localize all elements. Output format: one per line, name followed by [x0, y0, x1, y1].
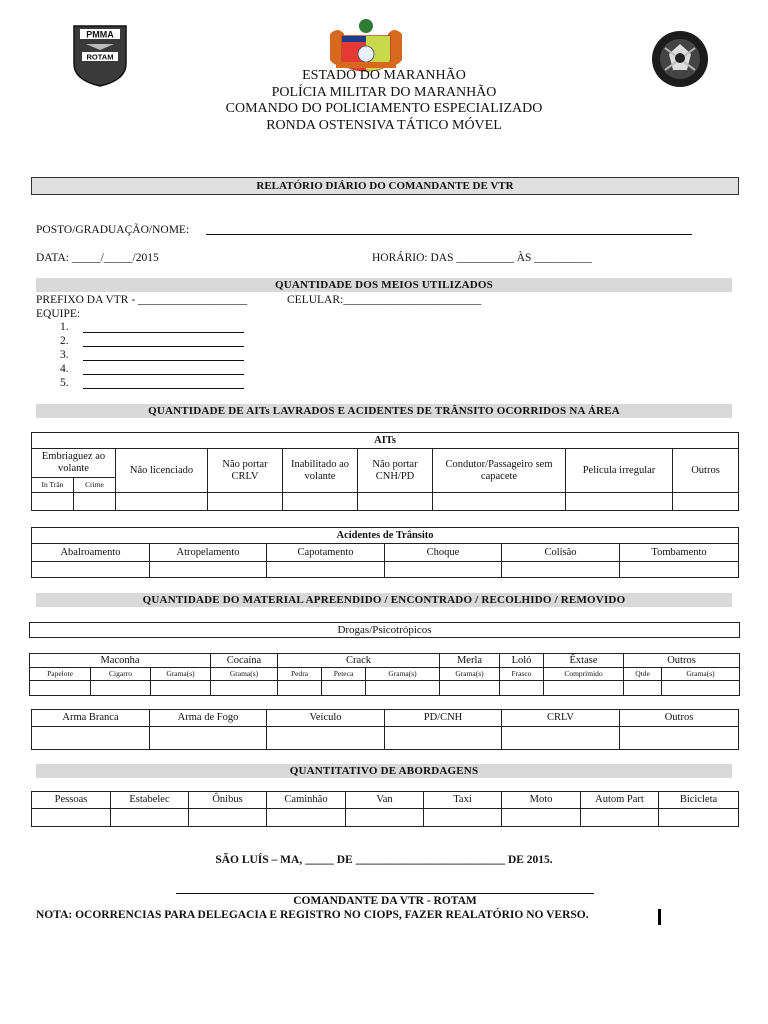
- drogas-cell[interactable]: [278, 681, 322, 696]
- drogas-cell[interactable]: [30, 681, 91, 696]
- col-pelicula: Película irregular: [566, 449, 673, 493]
- aits-cell[interactable]: [116, 493, 208, 511]
- acidentes-cell[interactable]: [502, 562, 620, 578]
- drogas-table: [29, 653, 740, 696]
- drogas-cell[interactable]: [91, 681, 151, 696]
- col-outros: Outros: [673, 449, 739, 493]
- aits-cell[interactable]: [566, 493, 673, 511]
- acidentes-cell[interactable]: [267, 562, 385, 578]
- abordagens-cell[interactable]: [189, 809, 267, 827]
- col-autom-part: Autom Part: [581, 792, 659, 809]
- drogas-title: Drogas/Psicotrópicos: [29, 622, 740, 638]
- drogas-cell[interactable]: [366, 681, 440, 696]
- drogas-cell[interactable]: [211, 681, 278, 696]
- armas-table: [31, 709, 739, 750]
- col-veiculo: Veículo: [267, 710, 385, 727]
- drogas-cell[interactable]: [500, 681, 544, 696]
- col-tombamento: Tombamento: [620, 544, 739, 562]
- col-van: Van: [346, 792, 424, 809]
- abordagens-cell[interactable]: [346, 809, 424, 827]
- col-crlv: CRLV: [502, 710, 620, 727]
- subcol-qtde: Qtde: [624, 668, 662, 681]
- subcol-grama: Grama(s): [211, 668, 278, 681]
- col-colisao: Colisão: [502, 544, 620, 562]
- col-caminhao: Caminhão: [267, 792, 346, 809]
- armas-cell[interactable]: [32, 727, 150, 750]
- group-outros: Outros: [624, 654, 740, 668]
- abordagens-table: [31, 791, 739, 827]
- posto-line[interactable]: [206, 234, 692, 235]
- col-embriaguez: Embriaguez ao volante: [32, 449, 116, 478]
- maranhao-coat-of-arms-icon: [326, 16, 406, 72]
- abordagens-cell[interactable]: [111, 809, 189, 827]
- data-field[interactable]: DATA: _____/_____/2015: [36, 252, 159, 264]
- subcol-grama: Grama(s): [440, 668, 500, 681]
- col-capacete: Condutor/Passageiro sem capacete: [433, 449, 566, 493]
- col-inabilitado: Inabilitado ao volante: [283, 449, 358, 493]
- col-pessoas: Pessoas: [32, 792, 111, 809]
- equipe-number-4: 4.: [60, 363, 69, 375]
- col-arma-de-fogo: Arma de Fogo: [150, 710, 267, 727]
- aits-section-title: QUANTIDADE DE AITs LAVRADOS E ACIDENTES DE TRÂNSITO OCORRIDOS NA ÁREA: [36, 404, 732, 418]
- horario-field[interactable]: HORÁRIO: DAS __________ ÀS __________: [372, 252, 592, 264]
- col-nao-licenciado: Não licenciado: [116, 449, 208, 493]
- aits-cell[interactable]: [433, 493, 566, 511]
- equipe-number-2: 2.: [60, 335, 69, 347]
- prefixo-field[interactable]: PREFIXO DA VTR - ___________________: [36, 294, 248, 306]
- col-estabelec: Estabelec: [111, 792, 189, 809]
- aits-cell[interactable]: [283, 493, 358, 511]
- armas-cell[interactable]: [385, 727, 502, 750]
- group-cocaina: Cocaína: [211, 654, 278, 668]
- header-line-police: POLÍCIA MILITAR DO MARANHÃO: [271, 84, 497, 100]
- col-capotamento: Capotamento: [267, 544, 385, 562]
- drogas-cell[interactable]: [662, 681, 740, 696]
- material-section-title: QUANTIDADE DO MATERIAL APREENDIDO / ENCONTRADO / RECOLHIDO / REMOVIDO: [36, 593, 732, 607]
- col-pd-cnh: PD/CNH: [385, 710, 502, 727]
- aits-table: [31, 432, 739, 511]
- abordagens-cell[interactable]: [32, 809, 111, 827]
- drogas-cell[interactable]: [624, 681, 662, 696]
- aits-cell[interactable]: [32, 493, 74, 511]
- equipe-line-1[interactable]: [83, 332, 244, 333]
- abordagens-title: QUANTITATIVO DE ABORDAGENS: [36, 764, 732, 778]
- col-abalroamento: Abalroamento: [32, 544, 150, 562]
- col-nao-portar-cnh: Não portar CNH/PD: [358, 449, 433, 493]
- subcol-cigarro: Cigarro: [91, 668, 151, 681]
- subcol-in-tran: In Trân: [32, 478, 74, 493]
- text-cursor: [658, 909, 661, 925]
- acidentes-cell[interactable]: [385, 562, 502, 578]
- header-line-state: ESTADO DO MARANHÃO: [302, 68, 466, 83]
- armas-cell[interactable]: [620, 727, 739, 750]
- col-nao-portar-crlv: Não portar CRLV: [208, 449, 283, 493]
- drogas-cell[interactable]: [151, 681, 211, 696]
- subcol-papelote: Papelote: [30, 668, 91, 681]
- equipe-line-3[interactable]: [83, 360, 244, 361]
- group-extase: Êxtase: [544, 654, 624, 668]
- acidentes-cell[interactable]: [620, 562, 739, 578]
- subcol-grama: Grama(s): [151, 668, 211, 681]
- report-title: RELATÓRIO DIÁRIO DO COMANDANTE DE VTR: [31, 177, 739, 195]
- acidentes-cell[interactable]: [32, 562, 150, 578]
- col-moto: Moto: [502, 792, 581, 809]
- equipe-label: EQUIPE:: [36, 308, 81, 320]
- aits-cell[interactable]: [208, 493, 283, 511]
- header-line-command: COMANDO DO POLICIAMENTO ESPECIALIZADO: [225, 101, 543, 116]
- col-atropelamento: Atropelamento: [150, 544, 267, 562]
- abordagens-cell[interactable]: [502, 809, 581, 827]
- aits-cell[interactable]: [74, 493, 116, 511]
- acidentes-cell[interactable]: [150, 562, 267, 578]
- aits-table-title: AITs: [32, 433, 739, 449]
- group-merla: Merla: [440, 654, 500, 668]
- abordagens-cell[interactable]: [424, 809, 502, 827]
- signature-label: COMANDANTE DA VTR - ROTAM: [293, 895, 477, 907]
- armas-cell[interactable]: [502, 727, 620, 750]
- subcol-comprimido: Comprimido: [544, 668, 624, 681]
- equipe-number-1: 1.: [60, 321, 69, 333]
- group-lolo: Loló: [500, 654, 544, 668]
- drogas-cell[interactable]: [322, 681, 366, 696]
- institution-header: [0, 68, 768, 134]
- subcol-frasco: Frasco: [500, 668, 544, 681]
- equipe-number-3: 3.: [60, 349, 69, 361]
- header-line-rotam: RONDA OSTENSIVA TÁTICO MÓVEL: [266, 117, 502, 133]
- group-maconha: Maconha: [30, 654, 211, 668]
- pmma-logo-text: PMMA: [86, 29, 114, 40]
- signature-line[interactable]: [176, 893, 594, 894]
- subcol-pedra: Pedra: [278, 668, 322, 681]
- acidentes-table: [31, 527, 739, 578]
- drogas-cell[interactable]: [440, 681, 500, 696]
- subcol-crime: Crime: [74, 478, 116, 493]
- col-taxi: Taxi: [424, 792, 502, 809]
- posto-label: POSTO/GRADUAÇÃO/NOME:: [36, 224, 190, 236]
- aits-cell[interactable]: [358, 493, 433, 511]
- abordagens-cell[interactable]: [581, 809, 659, 827]
- col-bicicleta: Bicicleta: [659, 792, 739, 809]
- armas-cell[interactable]: [150, 727, 267, 750]
- equipe-line-2[interactable]: [83, 346, 244, 347]
- armas-cell[interactable]: [267, 727, 385, 750]
- subcol-peteca: Peteca: [322, 668, 366, 681]
- meios-title: QUANTIDADE DOS MEIOS UTILIZADOS: [36, 278, 732, 292]
- equipe-line-5[interactable]: [83, 388, 244, 389]
- acidentes-title: Acidentes de Trânsito: [32, 528, 739, 544]
- subcol-grama: Grama(s): [662, 668, 740, 681]
- equipe-number-5: 5.: [60, 377, 69, 389]
- subcol-grama: Grama(s): [366, 668, 440, 681]
- col-arma-branca: Arma Branca: [32, 710, 150, 727]
- abordagens-cell[interactable]: [267, 809, 346, 827]
- abordagens-cell[interactable]: [659, 809, 739, 827]
- date-line[interactable]: SÃO LUÍS – MA, _____ DE __________________________ DE 2015.: [215, 854, 553, 866]
- rotam-logo-text: ROTAM: [86, 52, 114, 62]
- celular-field[interactable]: CELULAR:________________________: [287, 294, 482, 306]
- col-armas-outros: Outros: [620, 710, 739, 727]
- nota-text: NOTA: OCORRENCIAS PARA DELEGACIA E REGISTRO NO CIOPS, FAZER REALATÓRIO NO VERSO.: [36, 909, 589, 921]
- equipe-line-4[interactable]: [83, 374, 244, 375]
- col-choque: Choque: [385, 544, 502, 562]
- col-onibus: Ônibus: [189, 792, 267, 809]
- drogas-cell[interactable]: [544, 681, 624, 696]
- group-crack: Crack: [278, 654, 440, 668]
- aits-cell[interactable]: [673, 493, 739, 511]
